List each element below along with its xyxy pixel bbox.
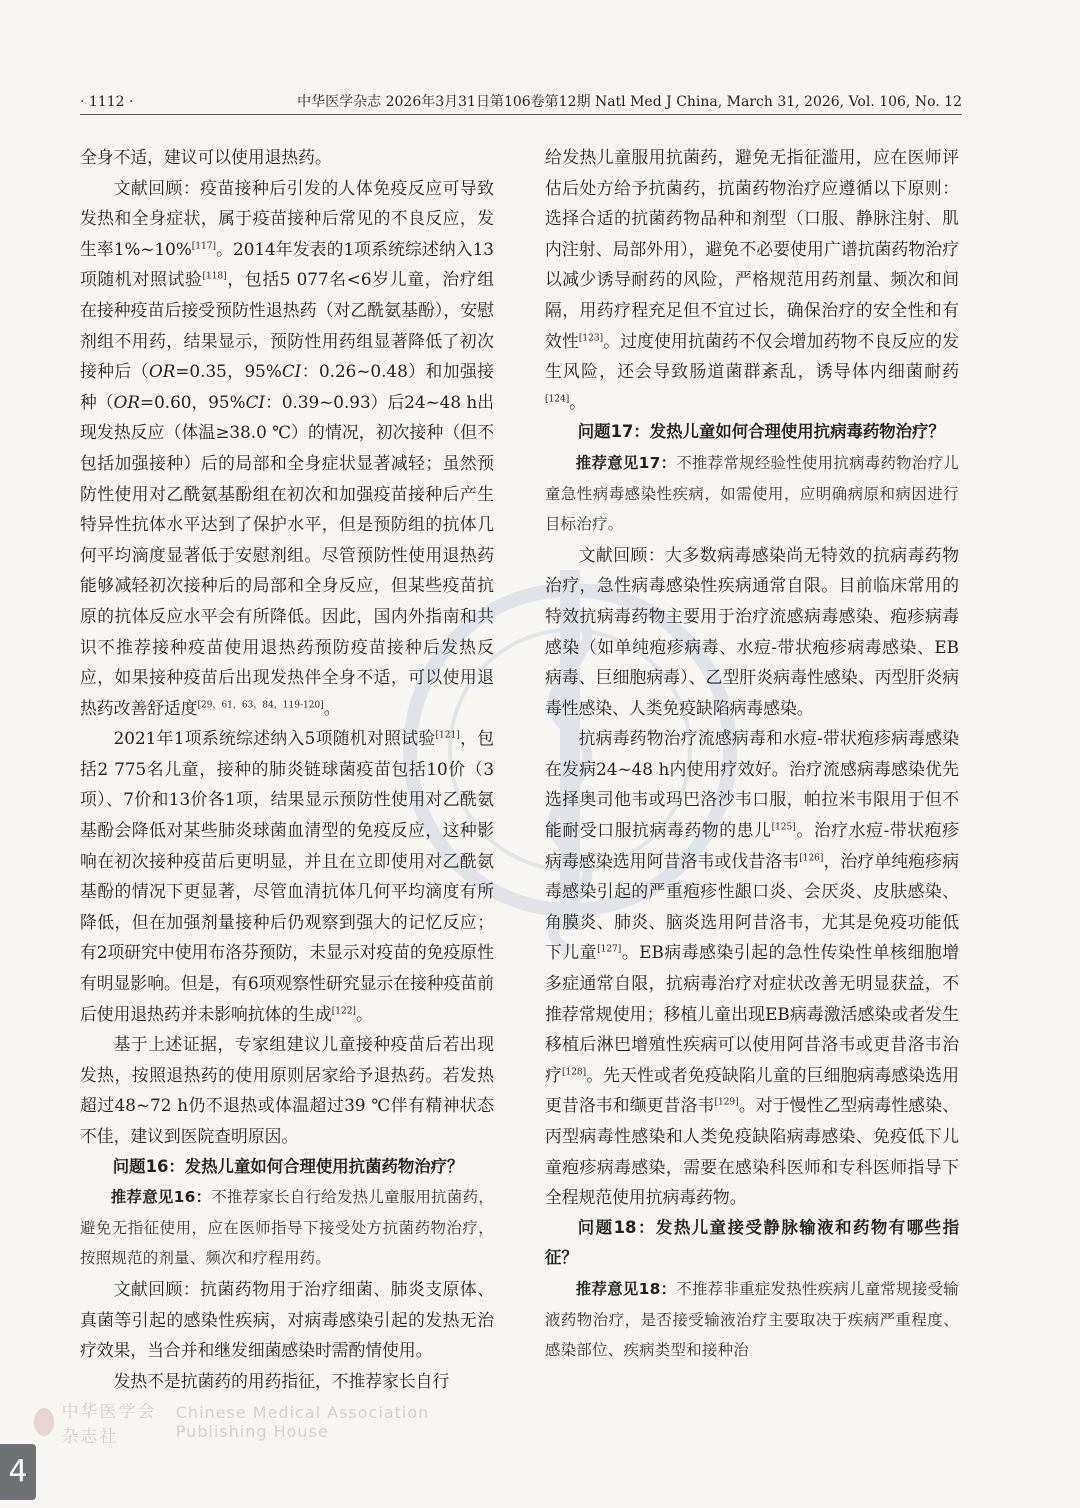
- paragraph: 文献回顾：抗菌药物用于治疗细菌、肺炎支原体、真菌等引起的感染性疾病，对病毒感染引起的发热无治疗效果，当合并和继发细菌感染时需酌情使用。: [80, 1278, 494, 1361]
- paragraph: 发热不是抗菌药的用药指征，不推荐家长自行: [113, 1370, 450, 1391]
- paragraph: 全身不适，建议可以使用退热药。: [80, 147, 332, 167]
- paragraph: 文献回顾：疫苗接种后引发的人体免疫反应可导致发热和全身症状，属于疫苗接种后常见的不良反应，发生率1%~10%[117]。2014年发表的1项系统综述纳入13项随机对照试验[118]，包括5 077名<6岁儿童，治疗组在接种疫苗后接受预防性退热药（对乙酰氨基酚），安慰剂组不用药，结果显示，预防性用药组显著降低了初次接种后（OR=0.35，95%CI：0.26~0.48）和加强接种（OR=0.60，95%CI：0.39~0.93）后24~48 h出现发热反应（体温≥38.0 ℃）的情况，初次接种（但不包括加强接种）后的局部和全身症状显著减轻；虽然预防性使用对乙酰氨基酚组在初次和加强疫苗接种后产生特异性抗体水平达到了保护水平，但是预防组的抗体几何平均滴度显著低于安慰剂组。尽管预防性使用退热药能够减轻初次接种后的局部和全身反应，但某些疫苗抗原的抗体反应水平会有所降低。因此，国内外指南和共识不推荐接种疫苗使用退热药预防疫苗接种后发热反应，如果接种疫苗后出现发热伴全身不适，可以使用退热药改善舒适度[29，61，63，84，119-120]。: [80, 177, 494, 718]
- publisher-logo: [34, 1402, 464, 1447]
- citation-ref: [117]: [191, 241, 216, 252]
- citation-ref: [121]: [435, 730, 460, 741]
- recommendation-18: 推荐意见18：不推荐非重症发热性疾病儿童常规接受输液药物治疗，是否接受输液治疗主要取决于疾病严重程度、感染部位、疾病类型和接种治: [545, 1279, 959, 1360]
- recommendation-16: 推荐意见16：不推荐家长自行给发热儿童服用抗菌药，避免无指征使用，应在医师指导下接受处方抗菌药物治疗，按照规范的剂量、频次和疗程用药。: [80, 1188, 494, 1268]
- right-column: [545, 142, 959, 1366]
- citation-ref: [122]: [331, 1006, 356, 1017]
- publisher-seal-icon: [34, 1408, 54, 1436]
- left-column: [80, 142, 494, 1396]
- page-tab[interactable]: 4: [0, 1444, 36, 1500]
- journal-citation-line: 中华医学杂志 2026年3月31日第106卷第12期 Natl Med J China, March 31, 2026, Vol. 106, No. 12: [297, 94, 962, 110]
- paragraph: 2021年1项系统综述纳入5项随机对照试验[121]，包括2 775名儿童，接种的肺炎链球菌疫苗包括10价（3项）、7价和13价各1项，结果显示预防性使用对乙酰氨基酚会降低对某些肺炎球菌血清型的免疫反应，这种影响在初次接种疫苗后更明显，并且在立即使用对乙酰氨基酚的情况下更显著，尽管血清抗体几何平均滴度有所降低，但在加强剂量接种后仍观察到强大的记忆反应；有2项研究中使用布洛芬预防，未显示对疫苗的免疫原性有明显影响。但是，有6项观察性研究显示在接种疫苗前后使用退热药并未影响抗体的生成[122]。: [80, 728, 494, 1024]
- paragraph: 基于上述证据，专家组建议儿童接种疫苗后若出现发热，按照退热药的使用原则居家给予退热药。若发热超过48~72 h仍不退热或体温超过39 ℃伴有精神状态不佳，建议到医院查明原因。: [80, 1034, 494, 1146]
- publisher-name-en: Chinese Medical Association Publishing House: [175, 1403, 430, 1441]
- paragraph: 给发热儿童服用抗菌药，避免无指征滥用，应在医师评估后处方给予抗菌药，抗菌药物治疗应遵循以下原则：选择合适的抗菌药物品种和剂型（口服、静脉注射、肌内注射、局部外用），避免不必要使用广谱抗菌药物治疗以减少诱导耐药的风险，严格规范用药剂量、频次和间隔，用药疗程充足但不宜过长，确保治疗的安全性和有效性[123]。过度使用抗菌药不仅会增加药物不良反应的发生风险，还会导致肠道菌群紊乱，诱导体内细菌耐药[124]。: [545, 147, 959, 412]
- citation-ref: [128]: [561, 1067, 587, 1078]
- citation-ref: [123]: [578, 332, 604, 343]
- page-number: · 1112 ·: [80, 94, 134, 110]
- citation-ref: [129]: [714, 1097, 739, 1108]
- question-heading-18: 问题18：发热儿童接受静脉输液和药物有哪些指征？: [545, 1217, 959, 1268]
- citation-ref: [29，61，63，84，119-120]: [197, 700, 324, 711]
- paragraph: 文献回顾：大多数病毒感染尚无特效的抗病毒药物治疗，急性病毒感染性疾病通常自限。目前临床常用的特效抗病毒药物主要用于治疗流感病毒感染、疱疹病毒感染（如单纯疱疹病毒、水痘-带状疱疹病毒感染、EB病毒、巨细胞病毒）、乙型肝炎病毒性感染、丙型肝炎病毒性感染、人类免疫缺陷病毒感染。: [545, 544, 959, 718]
- paragraph: 抗病毒药物治疗流感病毒和水痘-带状疱疹病毒感染在发病24~48 h内使用疗效好。治疗流感病毒感染优先选择奥司他韦或玛巴洛沙韦口服，帕拉米韦限用于但不能耐受口服抗病毒药物的患儿[125]。治疗水痘-带状疱疹病毒感染选用阿昔洛韦或伐昔洛韦[126]，治疗单纯疱疹病毒感染引起的严重疱疹性龈口炎、会厌炎、皮肤感染、角膜炎、肺炎、脑炎选用阿昔洛韦，尤其是免疫功能低下儿童[127]。EB病毒感染引起的急性传染性单核细胞增多症通常自限，抗病毒治疗对症状改善无明显获益，不推荐常规使用；移植儿童出现EB病毒激活感染或者发生移植后淋巴增殖性疾病可以使用阿昔洛韦或更昔洛韦治疗[128]。先天性或者免疫缺陷儿童的巨细胞病毒感染选用更昔洛韦和缬更昔洛韦[129]。对于慢性乙型病毒性感染、丙型病毒性感染和人类免疫缺陷病毒感染、免疫低下儿童疱疹病毒感染，需要在感染科医师和专科医师指导下全程规范使用抗病毒药物。: [545, 728, 959, 1208]
- running-header: [80, 92, 962, 115]
- question-heading-16: 问题16：发热儿童如何合理使用抗菌药物治疗？: [112, 1156, 464, 1176]
- citation-ref: [127]: [597, 944, 622, 955]
- question-heading-17: 问题17：发热儿童如何合理使用抗病毒药物治疗？: [577, 422, 945, 442]
- citation-ref: [126]: [799, 853, 824, 864]
- recommendation-17: 推荐意见17：不推荐常规经验性使用抗病毒药物治疗儿童急性病毒感染性疾病，如需使用，应明确病原和病因进行目标治疗。: [545, 453, 959, 534]
- citation-ref: [118]: [202, 271, 227, 282]
- citation-ref: [124]: [545, 394, 570, 405]
- publisher-name: 中华医学会杂志社: [61, 1402, 157, 1447]
- citation-ref: [125]: [771, 822, 796, 833]
